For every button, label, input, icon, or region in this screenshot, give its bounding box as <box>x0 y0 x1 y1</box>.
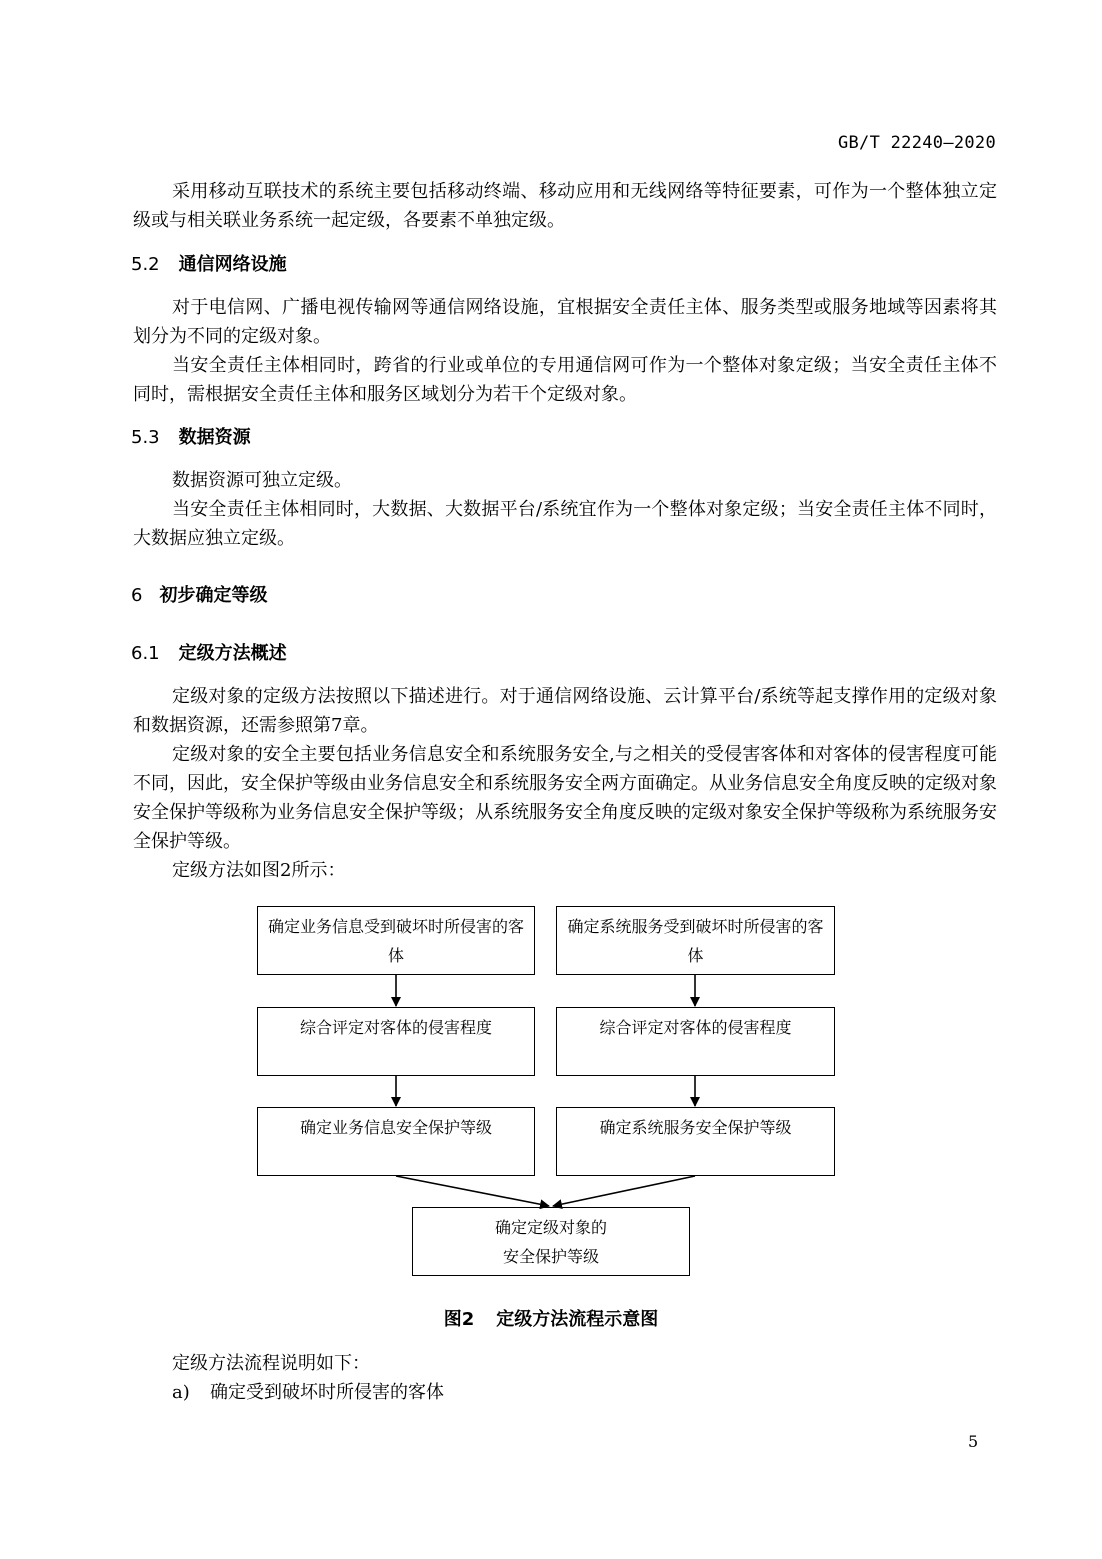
list-item <box>172 1378 444 1407</box>
paragraph-data-1: 数据资源可独立定级。 <box>172 470 352 491</box>
page-number: 5 <box>968 1432 979 1451</box>
heading-title: 定级方法概述 <box>178 643 287 664</box>
paragraph-method-1: 定级对象的定级方法按照以下描述进行。对于通信网络设施、云计算平台/系统等起支撑作用的定级对象和数据资源，还需参照第7章。 <box>133 686 997 736</box>
paragraph-data-2: 当安全责任主体相同时，大数据、大数据平台/系统宜作为一个整体对象定级；当安全责任主体不同时，大数据应独立定级。 <box>133 499 997 549</box>
flow-box-left-step1: 确定业务信息受到破坏时所侵害的客体 <box>257 906 535 975</box>
heading-title: 数据资源 <box>178 427 251 448</box>
heading-title: 通信网络设施 <box>178 254 287 275</box>
paragraph-network-2: 当安全责任主体相同时，跨省的行业或单位的专用通信网可作为一个整体对象定级；当安全责任主体不同时，需根据安全责任主体和服务区域划分为若干个定级对象。 <box>133 355 997 405</box>
figure-number: 图2 <box>443 1309 475 1330</box>
flow-box-left-step3: 确定业务信息安全保护等级 <box>257 1107 535 1176</box>
list-item-text: 确定受到破坏时所侵害的客体 <box>210 1382 444 1403</box>
arrow-left-3-final <box>396 1176 549 1206</box>
heading-number: 6.1 <box>131 643 160 664</box>
standard-code: GB/T 22240—2020 <box>837 133 996 153</box>
flow-box-final-line2: 安全保护等级 <box>502 1247 599 1266</box>
paragraph-mobile-internet: 采用移动互联技术的系统主要包括移动终端、移动应用和无线网络等特征要素，可作为一个整体独立定级或与相关联业务系统一起定级，各要素不单独定级。 <box>133 181 997 231</box>
heading-5-2 <box>131 253 287 277</box>
figure-title: 定级方法流程示意图 <box>496 1309 659 1330</box>
paragraph-method-2: 定级对象的安全主要包括业务信息安全和系统服务安全,与之相关的受侵害客体和对客体的侵害程度可能不同，因此，安全保护等级由业务信息安全和系统服务安全两方面确定。从业务信息安全角度反映的定级对象安全保护等级称为业务信息安全保护等级；从系统服务安全角度反映的定级对象安全保护等级称为系统服务安全保护等级。 <box>133 744 997 852</box>
heading-6-1 <box>131 642 287 666</box>
flow-box-left-step2: 综合评定对客体的侵害程度 <box>257 1007 535 1076</box>
flow-box-right-step3: 确定系统服务安全保护等级 <box>556 1107 835 1176</box>
heading-number: 5.2 <box>131 254 160 275</box>
flow-box-final-line1: 确定定级对象的 <box>494 1218 607 1237</box>
list-marker: a) <box>172 1382 190 1403</box>
paragraph-method-3: 定级方法如图2所示： <box>172 860 346 881</box>
flow-box-final <box>412 1207 690 1276</box>
arrow-right-3-final <box>553 1176 695 1206</box>
paragraph-flow-intro: 定级方法流程说明如下： <box>172 1353 370 1374</box>
flow-box-right-step1: 确定系统服务受到破坏时所侵害的客体 <box>556 906 835 975</box>
figure-caption <box>0 1305 1102 1331</box>
heading-number: 6 <box>131 585 143 606</box>
heading-6 <box>131 584 267 608</box>
flow-box-right-step2: 综合评定对客体的侵害程度 <box>556 1007 835 1076</box>
heading-title: 初步确定等级 <box>159 585 268 606</box>
paragraph-network-1: 对于电信网、广播电视传输网等通信网络设施，宜根据安全责任主体、服务类型或服务地域等因素将其划分为不同的定级对象。 <box>133 297 997 347</box>
heading-5-3 <box>131 426 251 450</box>
heading-number: 5.3 <box>131 427 160 448</box>
